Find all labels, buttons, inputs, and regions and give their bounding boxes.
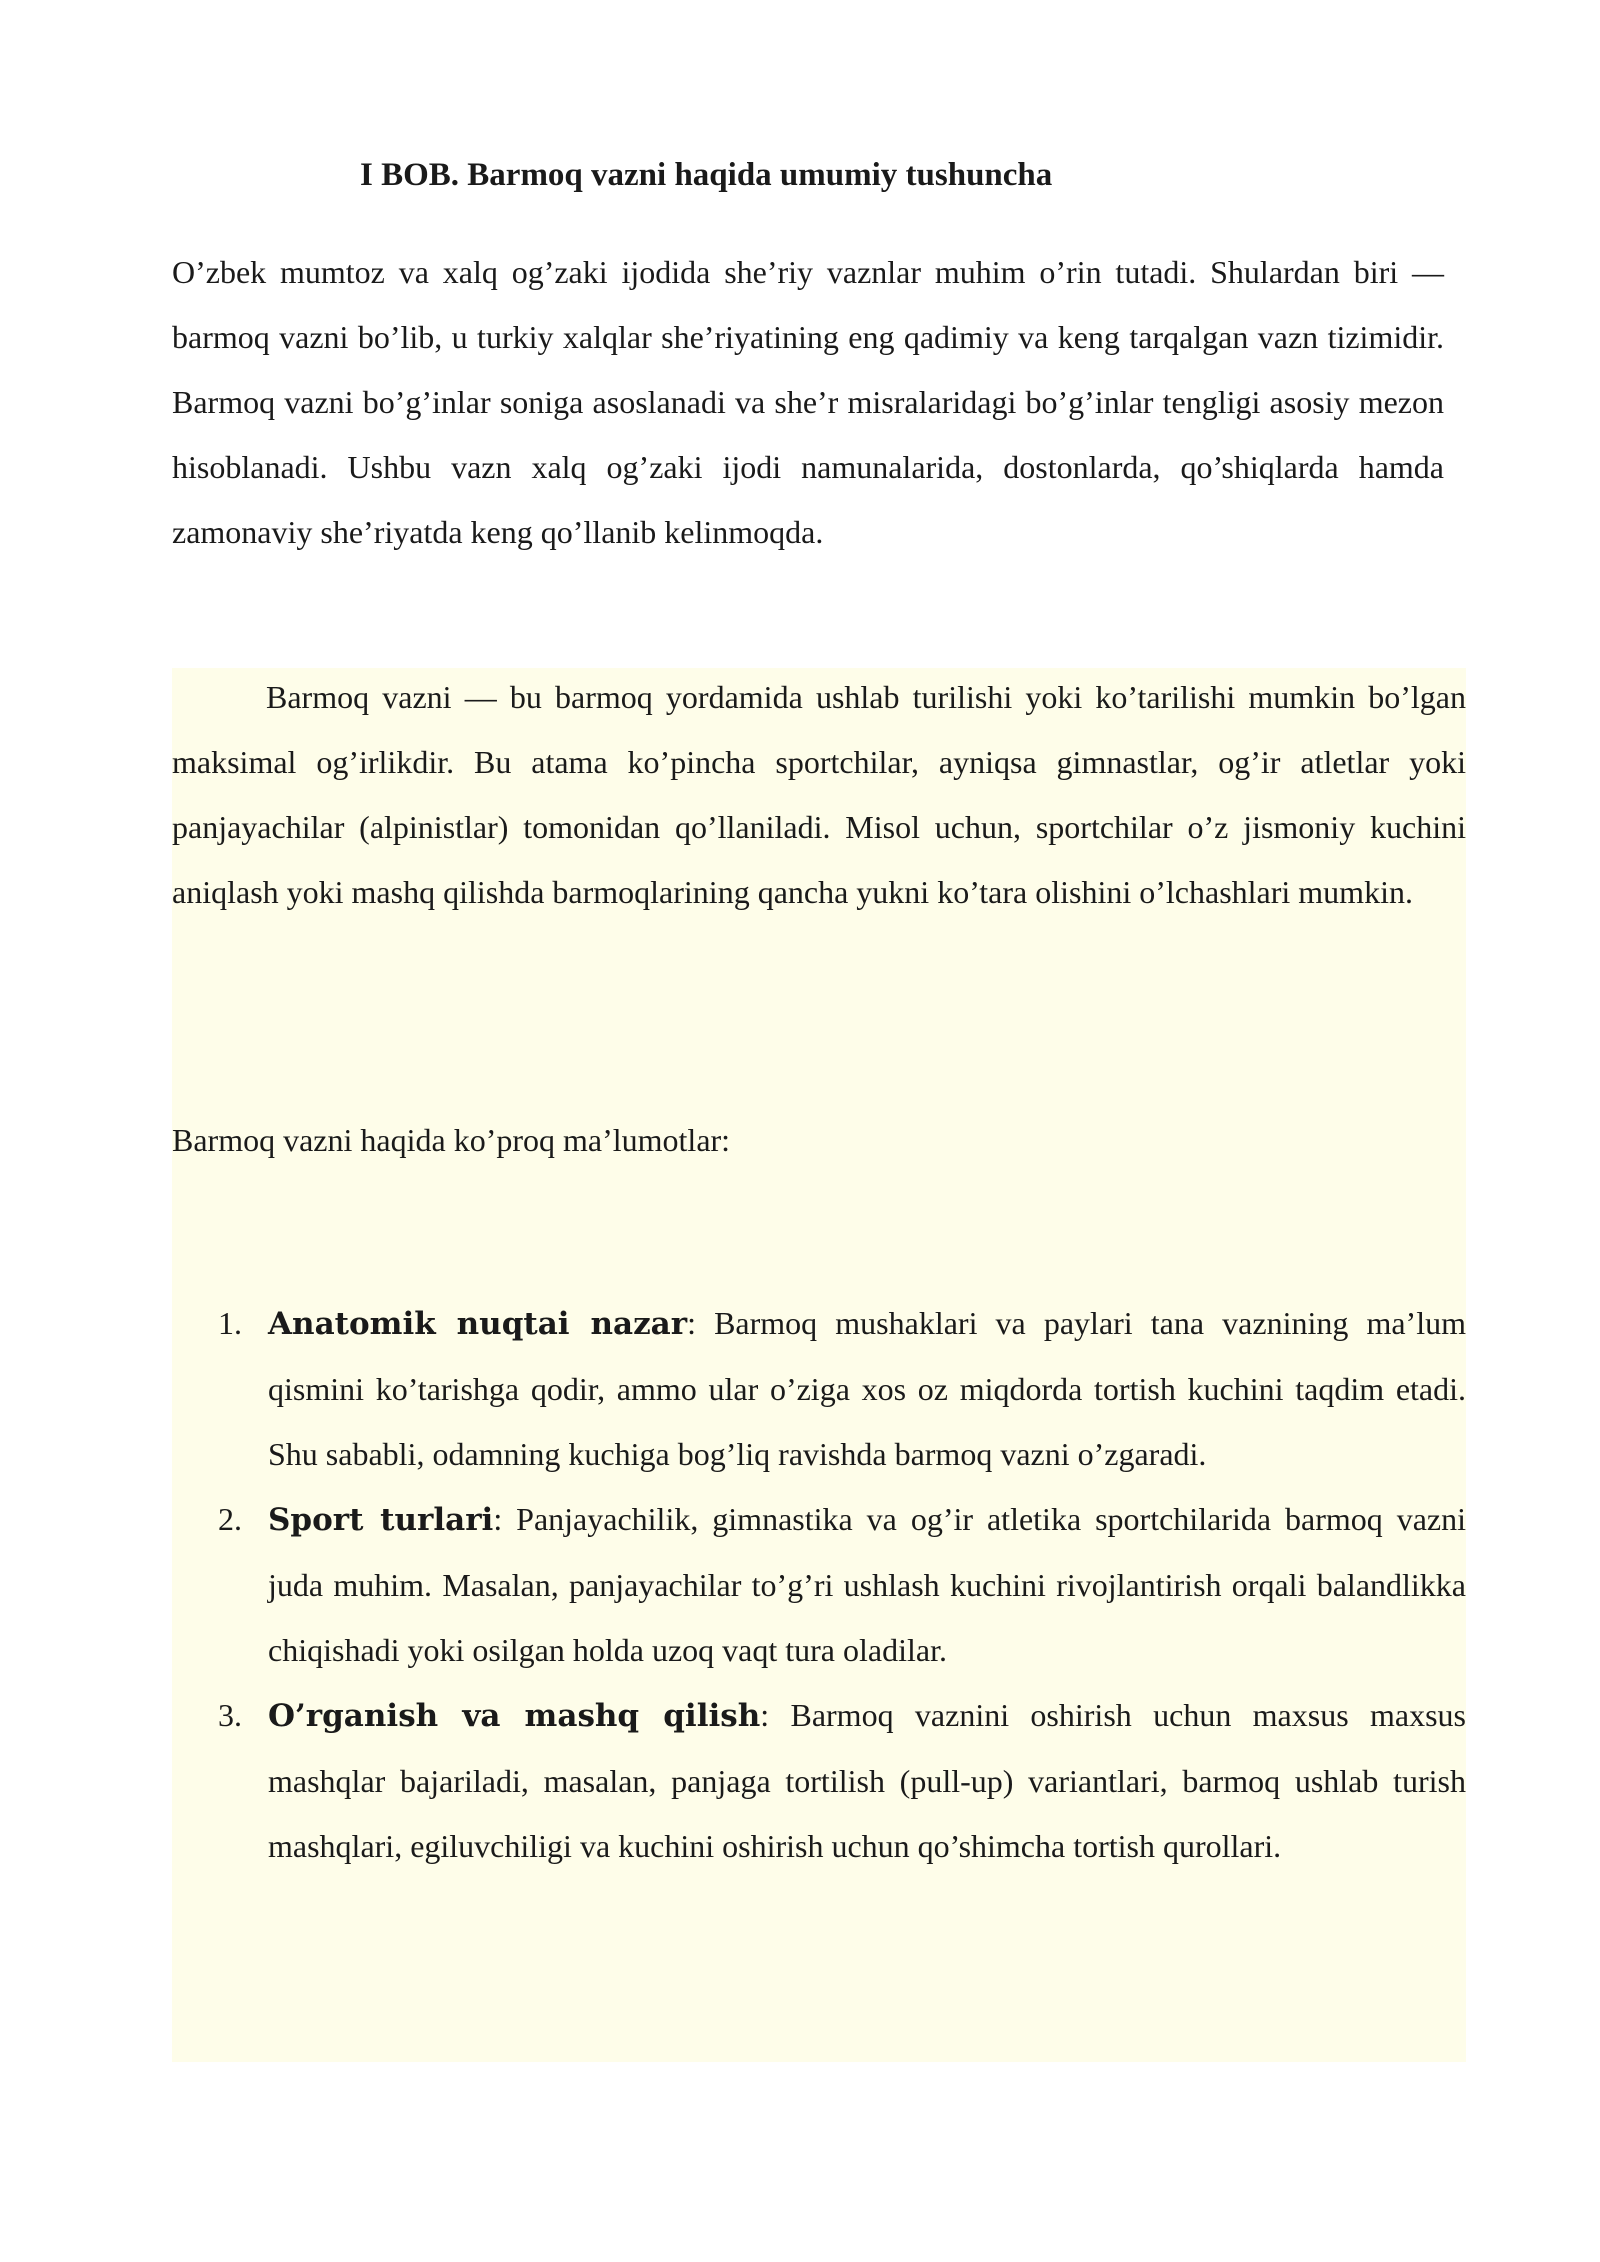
list-item-text: : Panjayachilik, gimnastika va og’ir atletika sportchilarida barmoq vazni juda muhim. Masalan, panjayachilar to’g’ri ushlash kuchini rivojlantirish orqali balandlikka chiqishadi yoki osilgan holda uzoq vaqt tura oladilar. (268, 1501, 1466, 1668)
list-item-text: : Barmoq vaznini oshirish uchun maxsus maxsus mashqlar bajariladi, masalan, panjaga tortilish (pull-up) variantlari, barmoq ushlab turish mashqlari, egiluvchiligi va kuchini oshirish uchun qo’shimcha tortish qurollari. (268, 1697, 1466, 1864)
list-item (172, 1487, 1466, 1683)
list-item-number: 1. (218, 1305, 242, 1341)
list-item-term: Anatomik nuqtai nazar (268, 1306, 688, 1342)
list-item (172, 1291, 1466, 1487)
list-item-text: : Barmoq mushaklari va paylari tana vaznining ma’lum qismini ko’tarishga qodir, ammo ular o’ziga xos oz miqdorda tortish kuchini taqdim etadi. Shu sababli, odamning kuchiga bog’liq ravishda barmoq vazni o’zgaradi. (268, 1305, 1466, 1472)
chapter-title: I BOB. Barmoq vazni haqida umumiy tushuncha (360, 157, 1053, 193)
numbered-list (172, 1291, 1466, 1879)
list-item-term: O’rganish va mashq qilish (268, 1698, 761, 1734)
definition-paragraph: Barmoq vazni — bu barmoq yordamida ushlab turilishi yoki ko’tarilishi mumkin bo’lgan maksimal og’irlikdir. Bu atama ko’pincha sportchilar, ayniqsa gimnastlar, og’ir atletlar yoki panjayachilar (alpinistlar) tomonidan qo’llaniladi. Misol uchun, sportchilar o’z jismoniy kuchini aniqlash yoki mashq qilishda barmoqlarining qancha yukni ko’tara olishini o’lchashlari mumkin. (172, 679, 1466, 910)
intro-paragraph: O’zbek mumtoz va xalq og’zaki ijodida she’riy vaznlar muhim o’rin tutadi. Shulardan biri — barmoq vazni bo’lib, u turkiy xalqlar she’riyatining eng qadimiy va keng tarqalgan vazn tizimidir. Barmoq vazni bo’g’inlar soniga asoslanadi va she’r misralaridagi bo’g’inlar tengligi asosiy mezon hisoblanadi. Ushbu vazn xalq og’zaki ijodi namunalarida, dostonlarda, qo’shiqlarda hamda zamonaviy she’riyatda keng qo’llanib kelinmoqda. (172, 254, 1444, 550)
list-item-term: Sport turlari (268, 1502, 494, 1538)
list-intro-paragraph: Barmoq vazni haqida ko’proq ma’lumotlar: (172, 1122, 731, 1158)
list-item (172, 1683, 1466, 1879)
list-item-number: 3. (218, 1697, 242, 1733)
list-item-number: 2. (218, 1501, 242, 1537)
